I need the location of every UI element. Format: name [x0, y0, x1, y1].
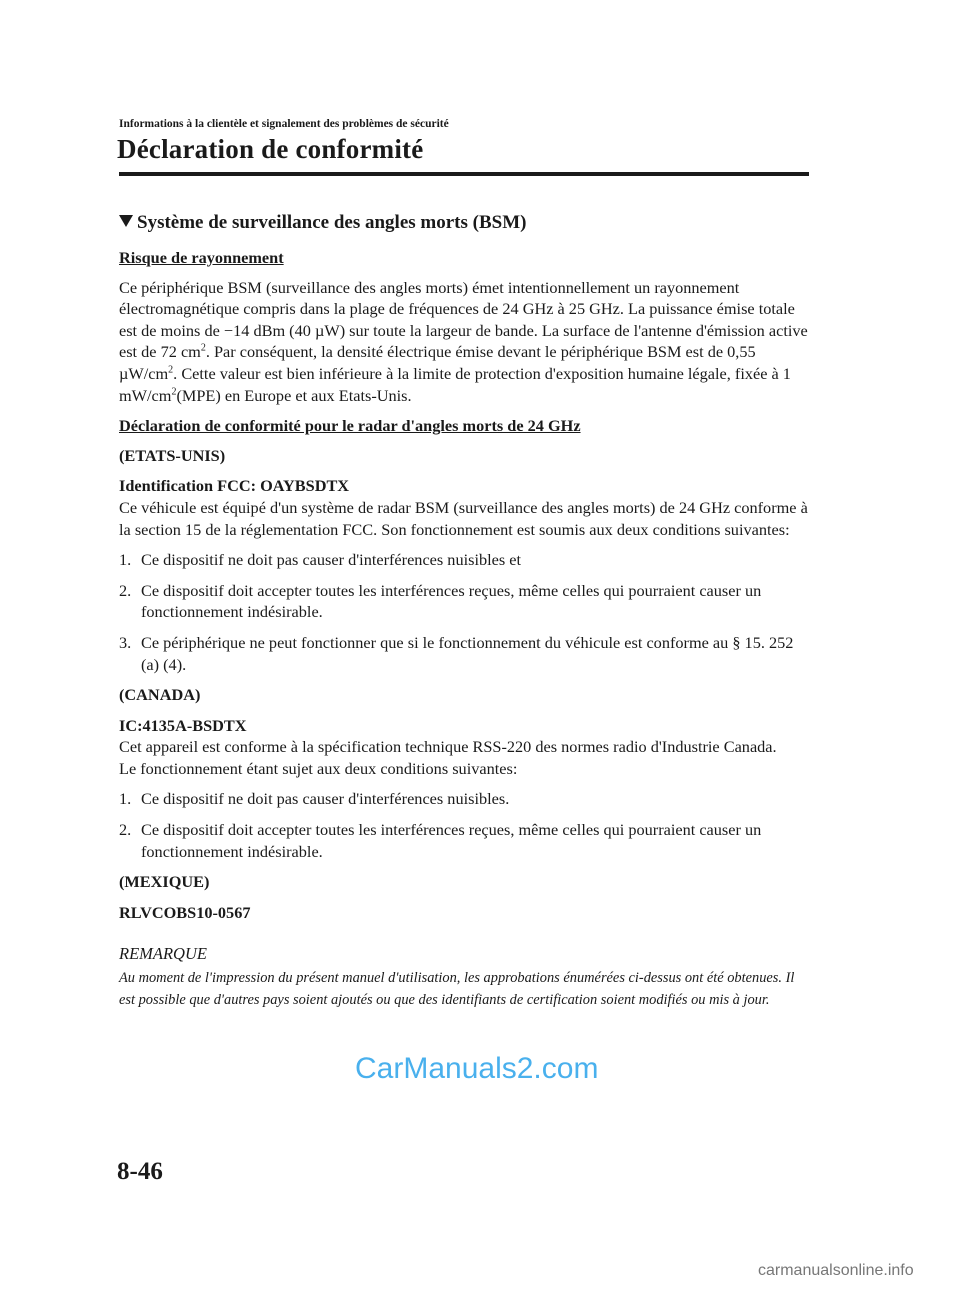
mexico-id: RLVCOBS10-0567: [119, 902, 251, 922]
risk-text-1: Ce périphérique BSM (surveillance des angles morts) émet intentionnellement un rayonnement électromagnétique compris dans la plage de fréquences de 24 GHz à 25 GHz. La puissance émise totale est de moins de −14 dBm (40 µW) sur toute la largeur de bande. La surface de l'antenne d'émission active est de 72 cm: [119, 277, 808, 362]
list-item: [119, 819, 809, 862]
usa-text: Ce véhicule est équipé d'un système de radar BSM (surveillance des angles morts) de 24 GHz conforme à la section 15 de la réglementation FCC. Son fonctionnement est soumis aux deux conditions suivantes:: [119, 497, 808, 539]
main-content: [119, 247, 809, 1011]
list-number: 3.: [119, 632, 132, 652]
superscript: 2: [171, 386, 177, 398]
breadcrumb: Informations à la clientèle et signalement des problèmes de sécurité: [119, 118, 449, 130]
page-number: 8-46: [117, 1158, 163, 1185]
remark-text: Au moment de l'impression du présent manuel d'utilisation, les approbations énumérées ci-dessus ont été obtenues. Il est possible que d'autres pays soient ajoutés ou que des identifiants de certification soient modifiés ou mis à jour.: [119, 970, 795, 1008]
canada-text-2: Le fonctionnement étant sujet aux deux conditions suivantes:: [119, 758, 518, 778]
page-title: Déclaration de conformité: [117, 134, 424, 164]
mexico-heading: (MEXIQUE): [119, 872, 210, 892]
list-text: Ce dispositif doit accepter toutes les interférences reçues, même celles qui pourraient causer un fonctionnement indésirable.: [141, 580, 762, 622]
risk-subheading: Risque de rayonnement: [119, 248, 284, 267]
section-heading-text: Système de surveillance des angles morts (BSM): [137, 212, 527, 233]
risk-text-4: (MPE) en Europe et aux Etats-Unis.: [176, 385, 412, 405]
fcc-id: Identification FCC: OAYBSDTX: [119, 476, 350, 496]
risk-text-2: . Par conséquent, la densité électrique émise devant le périphérique BSM est de 0,55 µW/cm: [119, 342, 756, 383]
list-item: [119, 549, 809, 571]
list-number: 2.: [119, 820, 132, 840]
down-triangle-icon: [119, 215, 133, 227]
ic-id: IC:4135A-BSDTX: [119, 715, 247, 735]
list-number: 1.: [119, 550, 132, 570]
declaration-subheading: Déclaration de conformité pour le radar d'angles morts de 24 GHz: [119, 416, 581, 436]
list-item: [119, 632, 809, 675]
usa-block: [119, 475, 809, 540]
list-text: Ce dispositif ne doit pas causer d'interférences nuisibles et: [141, 550, 522, 570]
canada-text-1: Cet appareil est conforme à la spécification technique RSS-220 des normes radio d'Industrie Canada.: [119, 737, 777, 757]
list-text: Ce périphérique ne peut fonctionner que si le fonctionnement du véhicule est conforme au § 15. 252 (a) (4).: [141, 632, 794, 674]
canada-heading: (CANADA): [119, 685, 201, 705]
remark-heading: REMARQUE: [119, 944, 207, 964]
list-number: 1.: [119, 789, 132, 809]
footer-site-link[interactable]: carmanualsonline.info: [758, 1262, 914, 1279]
list-item: [119, 788, 809, 810]
canada-block: [119, 715, 809, 780]
risk-paragraph: [119, 277, 809, 407]
watermark: CarManuals2.com: [355, 1052, 599, 1085]
list-item: [119, 580, 809, 623]
superscript: 2: [200, 342, 206, 354]
superscript: 2: [168, 364, 174, 376]
section-heading: [119, 212, 526, 234]
title-divider: [119, 172, 809, 176]
list-text: Ce dispositif doit accepter toutes les interférences reçues, même celles qui pourraient causer un fonctionnement indésirable.: [141, 820, 762, 861]
risk-text-3: . Cette valeur est bien inférieure à la limite de protection d'exposition humaine légale, fixée à 1 mW/cm: [119, 363, 791, 405]
list-text: Ce dispositif ne doit pas causer d'interférences nuisibles.: [141, 789, 510, 809]
usa-heading: (ETATS-UNIS): [119, 445, 226, 465]
list-number: 2.: [119, 580, 132, 600]
